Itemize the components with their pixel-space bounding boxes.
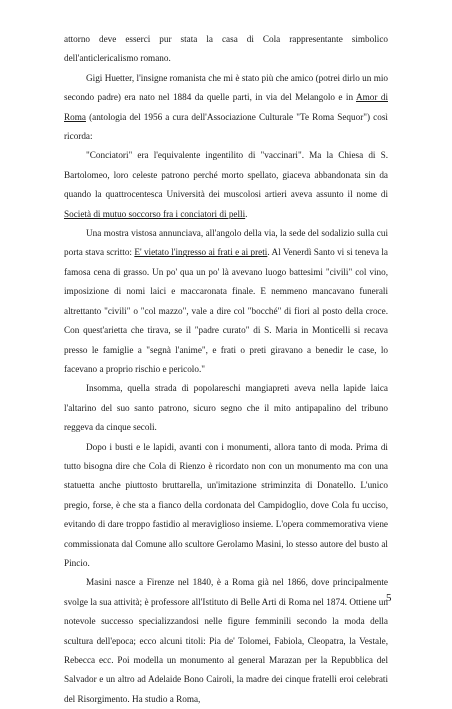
paragraph [64,224,388,379]
text-segment: "Conciatori" era l'equivalente ingentilito di "vaccinari". Ma la Chiesa di S. Bartolomeo, loro celeste patrono perché morto spellato, giaceva abbandonata sin da quando la quattrocentesca Università dei muscolosi artieri aveva assunto il nome di [64,150,388,200]
paragraph [64,30,388,69]
text-segment: (antologia del 1956 a cura dell'Associazione Culturale "Te Roma Sequor") così ricorda: [64,111,388,142]
text-segment: Gigi Huetter, l'insigne romanista che mi è stato più che amico (potrei dirlo un mio secondo padre) era nato nel 1884 da quelle parti, in via del Melangolo e in [64,72,388,103]
underlined-text: Amor di Roma [64,92,388,122]
text-segment: . [245,208,248,219]
paragraph [64,379,388,437]
underlined-text: Società di mutuo soccorso fra i conciatori di pelli [64,208,246,219]
paragraph [64,146,388,224]
body-text [64,30,388,709]
paragraph [64,573,388,709]
page-number: 5 [386,592,392,604]
paragraph [64,69,388,147]
paragraph [64,438,388,574]
text-segment: Masini nasce a Firenze nel 1840, è a Roma già nel 1866, dove principalmente svolge la sua attività; è professore all'Istituto di Belle Arti di Roma nel 1874. Ottiene un notevole successo specializzandosi nelle figure femminili secondo la moda della scultura dell'epoca; ecco alcuni titoli: Pia de' Tolomei, Fabiola, Cleopatra, la Vestale, Rebecca ecc. Poi modella un monumento al general Marazan per la Repubblica del Salvador e un altro ad Adelaide Bono Cairoli, la madre dei cinque fratelli eroi celebrati del Risorgimento. Ha studio a Roma, [64,577,388,704]
text-segment: Una mostra vistosa annunciava, all'angolo della via, la sede del sodalizio sulla cui porta stava scritto: [64,228,388,258]
text-segment: attorno deve esserci pur stata la casa di Cola rappresentante simbolico dell'anticlericalismo romano. [64,34,388,64]
text-segment: Insomma, quella strada di popolareschi mangiapreti aveva nella lapide laica l'altarino del suo santo patrono, sicuro segno che il mito antipapalino del tribuno reggeva da cinque secoli. [64,383,388,433]
text-segment: Dopo i busti e le lapidi, avanti con i monumenti, allora tanto di moda. Prima di tutto bisogna dire che Cola di Rienzo è ricordato non con un monumento ma con una statuetta anche piuttosto bruttarella, un'imitazione striminzita di Donatello. L'unico pregio, forse, è che sta a fianco della cordonata del Campidoglio, dove Cola fu ucciso, evitando di dare troppo fastidio al meraviglioso insieme. L'opera commemorativa viene commissionata dal Comune allo scultore Gerolamo Masini, lo stesso autore del busto al Pincio. [64,441,388,568]
underlined-text: E' vietato l'ingresso ai frati e ai preti [134,247,268,258]
text-segment: . Al Venerdì Santo vi si teneva la famosa cena di grasso. Un po' qua un po' là avevano luogo battesimi "civili" col vino, imposizione di nomi laici e maccaronata finale. E nemmeno mancavano funerali altrettanto "civili" o "col mazzo", vale a dire col "bocché" di fiori al posto della croce. Con quest'arietta che tirava, se il "padre curato" di S. Maria in Monticelli si recava presso le famiglie a "segnà l'anime", e frati o preti giravano a benedir le case, lo facevano a proprio rischio e pericolo." [64,247,388,374]
